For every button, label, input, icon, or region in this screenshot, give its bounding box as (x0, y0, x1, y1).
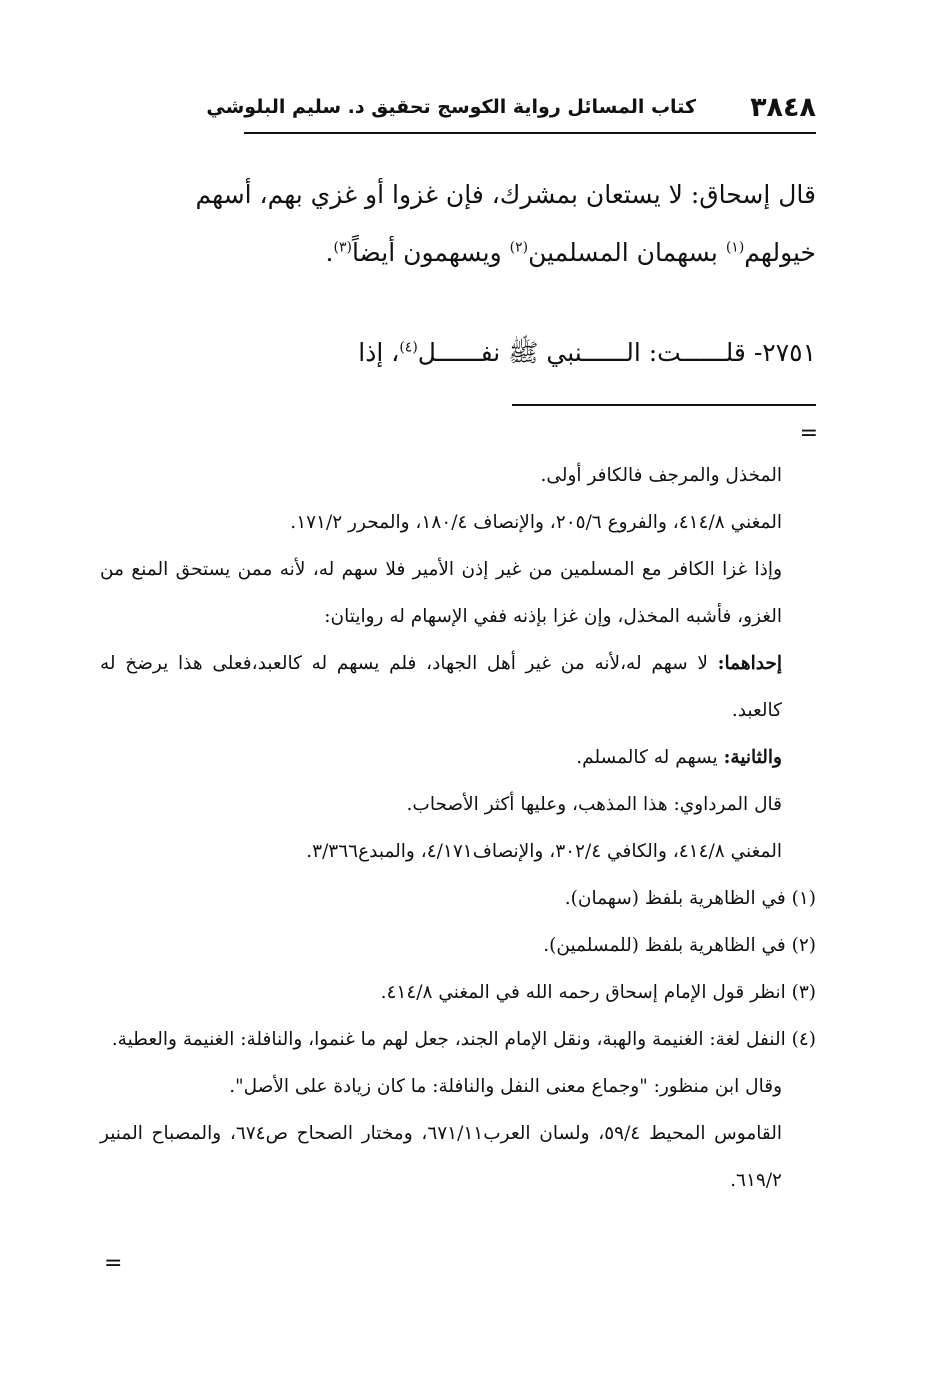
continuation-mark: = (799, 421, 818, 446)
footnote-paragraph: المغني ٤١٤/٨، والفروع ٢٠٥/٦، والإنصاف ١٨٠/٤، والمحرر ١٧١/٢. (290, 512, 782, 533)
main-line-2-part-b: بسهمان المسلمين (528, 238, 726, 267)
main-line-2 (96, 224, 816, 282)
main-line-2-part-c: ويسهمون أيضاً (351, 238, 510, 267)
footnote-separator (512, 404, 816, 406)
footnote-ref-3: (٣) (333, 239, 352, 256)
footnote-ref-1: (١) (725, 239, 745, 256)
footnote-ref-2: (٢) (509, 239, 529, 256)
footnotes (100, 452, 816, 1204)
footnote-paragraph: قال المرداوي: هذا المذهب، وعليها أكثر الأصحاب. (406, 794, 782, 815)
footnote-3: (٣) انظر قول الإمام إسحاق رحمه الله في المغني ٤١٤/٨. (380, 982, 816, 1003)
page-number: ٣٨٤٨ (750, 92, 816, 123)
bold-term: والثانية: (723, 747, 782, 768)
footnote-paragraph: المغني ٤١٤/٨، والكافي ٣٠٢/٤، والإنصاف٤/١٧١، والمبدع٣/٣٦٦. (306, 841, 782, 862)
footnote-paragraph: القاموس المحيط ٥٩/٤، ولسان العرب٦٧١/١١، ومختار الصحاح ص٦٧٤، والمصباح المنير ٦١٩/٢. (100, 1123, 783, 1191)
footnote-1: (١) في الظاهرية بلفظ (سهمان). (564, 888, 816, 909)
main-text (96, 166, 816, 282)
footnote-paragraph (100, 640, 816, 734)
footnote-2: (٢) في الظاهرية بلفظ (للمسلمين). (543, 935, 816, 956)
main-line-2-part-d: . (325, 238, 334, 267)
masala-text: ٢٧٥١- قلــــــت: الــــــنبي ﷺ نفــــــل (417, 338, 816, 367)
footnote-text: لا سهم له،لأنه من غير أهل الجهاد، فلم يسهم له كالعبد،فعلى هذا يرضخ له كالعبد. (100, 653, 782, 721)
running-title: كتاب المسائل رواية الكوسج تحقيق د. سليم البلوشي (206, 96, 696, 118)
masala-text-end: ، إذا (358, 338, 400, 367)
main-line-2-part-a: خيولهم (744, 238, 816, 267)
footnote-paragraph: وإذا غزا الكافر مع المسلمين من غير إذن الأمير فلا سهم له، لأنه ممن يستحق المنع من الغزو، فأشبه المخذل، وإن غزا بإذنه ففي الإسهام له روايتان: (100, 559, 782, 627)
footnote-paragraph: المخذل والمرجف فالكافر أولى. (540, 465, 782, 486)
masala-heading (96, 328, 816, 378)
footnote-text: يسهم له كالمسلم. (576, 747, 724, 768)
page-header (206, 92, 816, 132)
bold-term: إحداهما: (717, 653, 782, 674)
end-mark: = (104, 1251, 123, 1276)
footnote-paragraph (100, 734, 816, 781)
footnote-4: (٤) النفل لغة: الغنيمة والهبة، ونقل الإمام الجند، جعل لهم ما غنموا، والنافلة: الغنيمة والعطية. (111, 1029, 816, 1050)
footnote-ref-4: (٤) (399, 339, 418, 356)
header-rule (244, 132, 816, 134)
main-line-1: قال إسحاق: لا يستعان بمشرك، فإن غزوا أو غزي بهم، أسهم (195, 180, 816, 209)
footnote-paragraph: وقال ابن منظور: "وجماع معنى النفل والنافلة: ما كان زيادة على الأصل". (229, 1076, 782, 1097)
